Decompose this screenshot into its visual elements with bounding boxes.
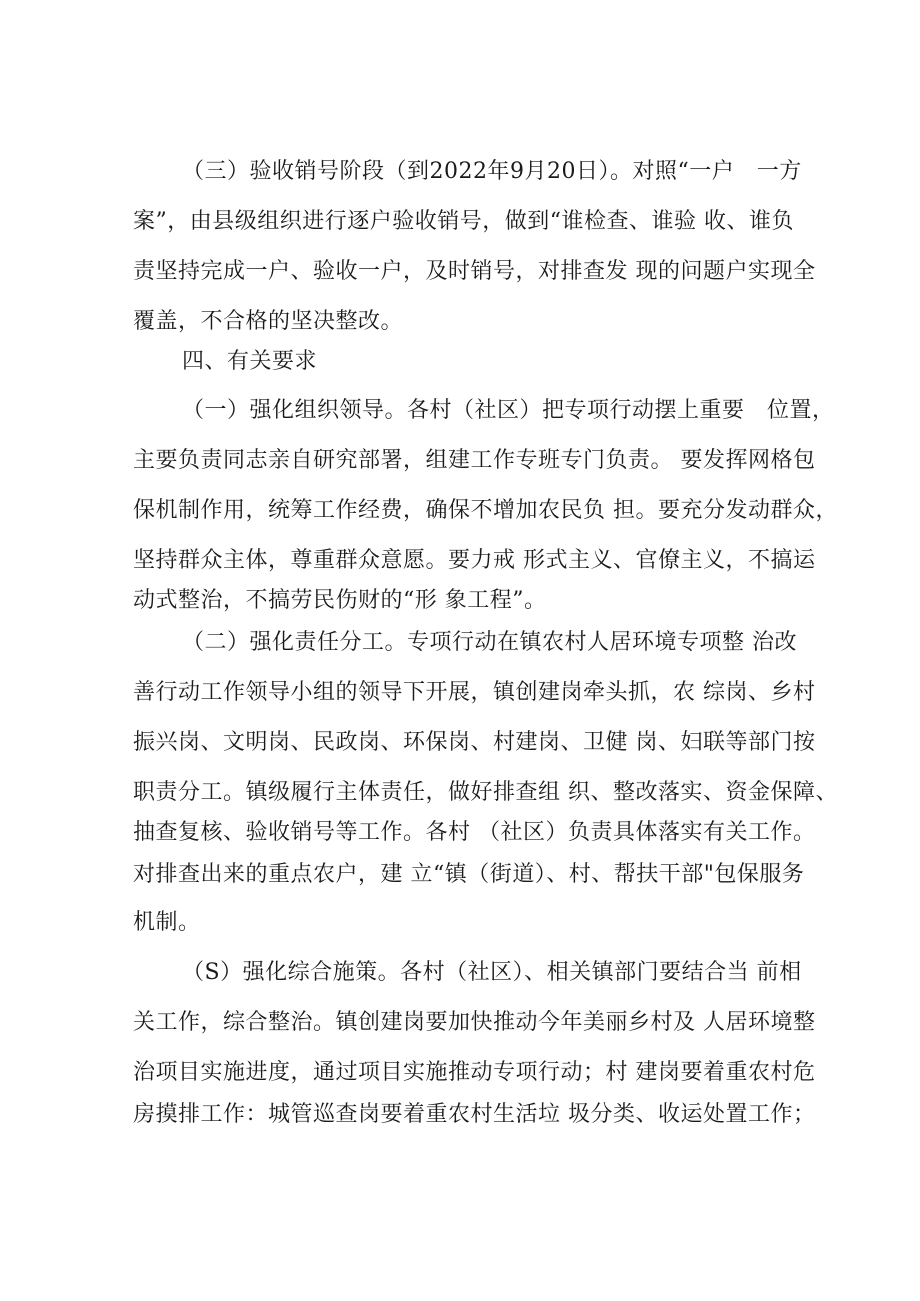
paragraph-line: （二）强化责任分工。专项行动在镇农村人居环境专项整 治改	[182, 630, 797, 655]
paragraph-line: 坚持群众主体，尊重群众意愿。要力戒 形式主义、官僚主义，不搞运	[133, 548, 816, 573]
paragraph-line: （一）强化组织领导。各村（社区）把专项行动摆上重要 位置，	[182, 398, 835, 423]
paragraph-line: 动式整治，不搞劳民伤财的“形 象工程”。	[133, 588, 547, 613]
paragraph-line: 责坚持完成一户、验收一户，及时销号，对排查发 现的问题户实现全	[133, 259, 816, 284]
paragraph-line: 治项目实施进度，通过项目实施推动专项行动；村 建岗要着重农村危	[133, 1060, 816, 1085]
paragraph-line: 案”，由县级组织进行逐户验收销号，做到“谁检查、谁验 收、谁负	[133, 209, 794, 234]
paragraph-line: 主要负责同志亲自研究部署，组建工作专班专门负责。 要发挥网格包	[133, 448, 816, 473]
paragraph-line: 房摸排工作：城管巡查岗要着重农村生活垃 圾分类、收运处置工作；	[133, 1102, 816, 1127]
paragraph-line: （S）强化综合施策。各村（社区）、相关镇部门要结合当 前相	[182, 960, 802, 985]
paragraph-line: （三）验收销号阶段（到2022年9月20日）。对照“一户 一方	[182, 159, 802, 184]
paragraph-line: 对排查出来的重点农户，建 立“镇（街道）、村、帮扶干部"包保服务	[133, 862, 805, 887]
section-heading: 四、有关要求	[182, 349, 318, 374]
paragraph-line: 机制。	[133, 910, 201, 935]
paragraph-line: 抽查复核、验收销号等工作。各村 （社区）负责具体落实有关工作。	[133, 820, 816, 845]
paragraph-line: 职责分工。镇级履行主体责任，做好排查组 织、整改落实、资金保障、	[133, 780, 838, 805]
paragraph-line: 保机制作用，统筹工作经费，确保不增加农民负 担。要充分发动群众，	[133, 498, 838, 523]
paragraph-line: 善行动工作领导小组的领导下开展，镇创建岗牵头抓，农 综岗、乡村	[133, 680, 816, 705]
paragraph-line: 振兴岗、文明岗、民政岗、环保岗、村建岗、卫健 岗、妇联等部门按	[133, 730, 816, 755]
paragraph-line: 关工作，综合整治。镇创建岗要加快推动今年美丽乡村及 人居环境整	[133, 1010, 816, 1035]
paragraph-line: 覆盖，不合格的坚决整改。	[133, 309, 404, 334]
